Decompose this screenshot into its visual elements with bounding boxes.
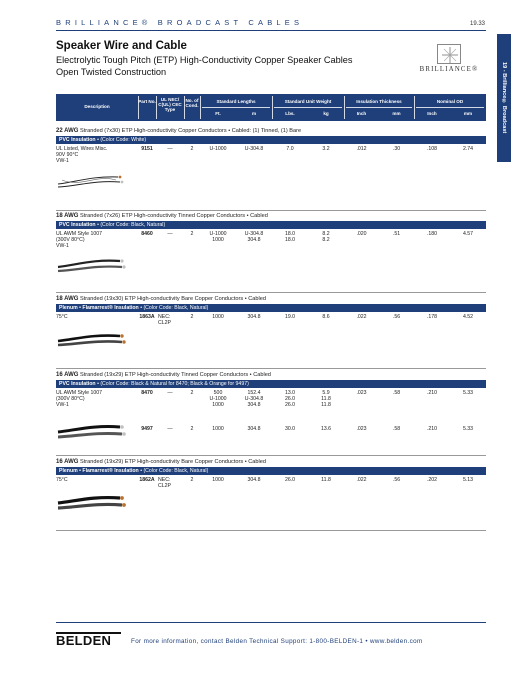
desc-line: VW-1 <box>56 243 69 249</box>
desc-line: VW-1 <box>56 158 69 164</box>
weight-kg: 11.8 <box>321 477 331 483</box>
od-inch: .210 <box>426 390 438 396</box>
desc-line: (300V 80°C) <box>56 237 85 243</box>
section-divider <box>56 368 486 369</box>
weight-kg: 8.2 <box>322 237 330 243</box>
part-number: 9151 <box>141 146 153 152</box>
desc-line: UL AWM Style 1007 <box>56 390 103 396</box>
brilliance-logo-text: BRILLIANCE® <box>419 66 479 73</box>
section-divider <box>56 530 486 531</box>
section-construction <box>56 296 266 302</box>
length-ft: 1000 <box>212 426 224 432</box>
od-inch: .202 <box>426 477 438 483</box>
col-ins-inch: Inch <box>356 111 367 116</box>
col-ins-mm: mm <box>392 111 401 116</box>
weight-kg: 11.8 <box>321 396 331 402</box>
awg-label: 16 AWG <box>56 459 79 465</box>
od-inch: .178 <box>426 314 438 320</box>
page-title: Speaker Wire and Cable <box>56 40 187 52</box>
table-header <box>56 94 486 121</box>
section-description <box>56 390 136 408</box>
awg-label: 22 AWG <box>56 128 79 134</box>
length-m: 304.8 <box>247 237 261 243</box>
part-number: 9497 <box>141 426 153 432</box>
col-std-lengths: Standard Lengths <box>216 99 256 104</box>
length-m: 304.8 <box>247 477 261 483</box>
length-m: U-304.8 <box>244 146 264 152</box>
insulation-mm: .30 <box>392 146 401 152</box>
brand-line: BRILLIANCE® BROADCAST CABLES <box>56 18 304 27</box>
weight-lbs: 18.0 <box>284 237 296 243</box>
insulation-bar <box>56 467 486 475</box>
od-inch: .210 <box>426 426 438 432</box>
col-ft: Ft. <box>215 111 221 116</box>
weight-lbs: 18.0 <box>284 231 296 237</box>
length-ft: U-1000 <box>209 231 227 237</box>
section-description <box>56 146 136 164</box>
product-section <box>56 128 486 208</box>
weight-lbs: 13.0 <box>284 390 296 396</box>
col-nominal-od: Nominal OD <box>436 99 464 104</box>
col-insulation-thickness: Insulation Thickness <box>356 99 402 104</box>
weight-lbs: 30.0 <box>284 426 296 432</box>
ul-type: — <box>167 146 173 152</box>
weight-kg: 13.6 <box>320 426 332 432</box>
desc-line: (300V 80°C) <box>56 396 85 402</box>
insulation-bar <box>56 221 486 229</box>
od-inch: .108 <box>426 146 438 152</box>
od-mm: 5.33 <box>462 390 474 396</box>
color-code: • (Color Code: Black, Natural) <box>140 305 209 311</box>
insulation-inch: .022 <box>356 477 367 483</box>
length-m: U-304.8 <box>244 396 264 402</box>
brilliance-logo-icon <box>437 44 461 64</box>
section-divider <box>56 210 486 211</box>
header-rule <box>56 30 486 31</box>
page-header <box>0 0 511 34</box>
conductor-count: 2 <box>190 314 194 320</box>
weight-kg: 8.6 <box>322 314 330 320</box>
construction-text: Stranded (7x26) ETP High-conductivity Tinned Copper Conductors • Cabled <box>80 213 268 219</box>
col-od-mm: mm <box>463 111 473 116</box>
length-ft: 1000 <box>212 477 224 483</box>
header-subdivider <box>416 107 484 108</box>
length-ft: 1000 <box>212 402 224 408</box>
construction-text: Stranded (19x29) ETP High-conductivity Tinned Copper Conductors • Cabled <box>80 372 271 378</box>
col-kg: kg <box>323 111 329 116</box>
color-code: • (Color Code: Black, Natural) <box>140 468 209 474</box>
ul-type: — <box>167 231 173 237</box>
product-section <box>56 372 486 457</box>
product-section <box>56 296 486 366</box>
conductor-count: 2 <box>190 390 194 396</box>
construction-text: Stranded (19x29) ETP High-conductivity Bare Copper Conductors • Cabled <box>80 459 266 465</box>
length-m: 304.8 <box>247 402 261 408</box>
cable-illustration <box>56 168 136 190</box>
length-ft: U-1000 <box>209 396 227 402</box>
part-number: 1863A <box>139 314 155 320</box>
weight-kg: 5.9 <box>322 390 330 396</box>
header-subdivider <box>274 107 342 108</box>
section-construction <box>56 128 301 134</box>
length-m: U-304.8 <box>244 231 264 237</box>
brilliance-logo <box>418 44 480 78</box>
insulation-bar <box>56 380 486 388</box>
insulation-inch: .020 <box>356 231 367 237</box>
col-od-inch: Inch <box>427 111 437 116</box>
color-code: • (Color Code: Black & Natural for 8470; Black & Orange for 9497) <box>97 381 249 387</box>
insulation-bar <box>56 136 486 144</box>
desc-line: 75°C <box>56 477 68 483</box>
weight-kg: 11.8 <box>321 402 331 408</box>
desc-line: 90V 90°C <box>56 152 79 158</box>
insulation-inch: .023 <box>356 390 367 396</box>
od-mm: 2.74 <box>462 146 474 152</box>
weight-lbs: 19.0 <box>284 314 296 320</box>
conductor-count: 2 <box>190 477 194 483</box>
insulation-inch: .012 <box>356 146 367 152</box>
col-lbs: Lbs. <box>285 111 295 116</box>
insulation-label: Plenum • Flamarrest® Insulation <box>59 468 139 474</box>
page-subtitle-1: Electrolytic Tough Pitch (ETP) High-Conductivity Copper Speaker Cables <box>56 55 353 65</box>
side-tab-label: 19 - Brilliance® Broadcast <box>501 62 507 134</box>
desc-line: UL Listed, Wires Misc. <box>56 146 108 152</box>
col-part-no: Part No. <box>138 99 156 104</box>
weight-lbs: 26.0 <box>284 402 296 408</box>
od-mm: 4.52 <box>462 314 474 320</box>
section-description <box>56 477 136 483</box>
length-ft: 1000 <box>212 314 224 320</box>
section-construction <box>56 459 266 465</box>
conductor-count: 2 <box>190 146 194 152</box>
od-mm: 5.13 <box>462 477 474 483</box>
col-description: Description <box>84 104 110 109</box>
construction-text: Stranded (19x30) ETP High-conductivity Bare Copper Conductors • Cabled <box>80 296 266 302</box>
length-m: 152.4 <box>247 390 261 396</box>
part-number: 8460 <box>141 231 153 237</box>
col-ul-nec: UL NEC/ C(UL) CEC Type <box>158 97 182 113</box>
insulation-mm: .58 <box>392 390 401 396</box>
length-ft: 500 <box>213 390 223 396</box>
insulation-inch: .022 <box>356 314 367 320</box>
ul-type: NEC: CL2P <box>158 314 171 326</box>
part-number: 1862A <box>139 477 155 483</box>
desc-line: UL AWM Style 1007 <box>56 231 103 237</box>
od-inch: .180 <box>426 231 438 237</box>
awg-label: 18 AWG <box>56 213 79 219</box>
cable-illustration <box>56 420 136 442</box>
awg-label: 18 AWG <box>56 296 79 302</box>
ul-type: NEC: CL2P <box>158 477 171 489</box>
section-construction <box>56 372 271 378</box>
insulation-label: PVC Insulation <box>59 137 96 143</box>
od-mm: 5.33 <box>462 426 474 432</box>
awg-label: 16 AWG <box>56 372 79 378</box>
product-section <box>56 213 486 293</box>
weight-kg: 3.2 <box>322 146 330 152</box>
cable-illustration <box>56 491 136 513</box>
desc-line: 75°C <box>56 314 68 320</box>
insulation-mm: .56 <box>392 314 401 320</box>
length-ft: 1000 <box>212 237 224 243</box>
header-subdivider <box>202 107 270 108</box>
insulation-mm: .56 <box>392 477 401 483</box>
col-std-unit-weight: Standard Unit Weight <box>284 99 332 104</box>
header-subdivider <box>346 107 412 108</box>
weight-lbs: 7.0 <box>286 146 294 152</box>
section-divider <box>56 292 486 293</box>
footer-contact: For more information, contact Belden Technical Support: 1-800-BELDEN-1 • www.belden.com <box>131 638 423 645</box>
insulation-mm: .58 <box>392 426 401 432</box>
page-subtitle-2: Open Twisted Construction <box>56 67 167 77</box>
insulation-label: PVC Insulation <box>59 222 96 228</box>
section-description <box>56 231 136 249</box>
page-number: 19.33 <box>470 21 486 27</box>
insulation-label: PVC Insulation <box>59 381 96 387</box>
length-m: 304.8 <box>247 314 261 320</box>
color-code: • (Color Code: Black, Natural) <box>97 222 166 228</box>
conductor-count: 2 <box>190 231 194 237</box>
construction-text: Stranded (7x30) ETP High-conductivity Copper Conductors • Cabled: (1) Tinned, (1) Bare <box>80 128 302 134</box>
ul-type: — <box>167 390 173 396</box>
cable-illustration <box>56 253 136 275</box>
conductor-count: 2 <box>190 426 194 432</box>
col-m: m <box>251 111 257 116</box>
length-ft: U-1000 <box>209 146 227 152</box>
weight-lbs: 26.0 <box>284 477 296 483</box>
belden-logo: BELDEN <box>56 633 112 648</box>
section-description <box>56 314 136 320</box>
insulation-label: Plenum • Flamarrest® Insulation <box>59 305 139 311</box>
col-no-cond: No. of Cond. <box>185 98 199 109</box>
color-code: • (Color Code: White) <box>97 137 147 143</box>
insulation-mm: .51 <box>392 231 401 237</box>
desc-line: VW-1 <box>56 402 69 408</box>
od-mm: 4.57 <box>462 231 474 237</box>
weight-lbs: 26.0 <box>284 396 296 402</box>
weight-kg: 8.2 <box>322 231 330 237</box>
ul-type: — <box>167 426 173 432</box>
footer-rule <box>56 622 486 623</box>
product-section <box>56 459 486 529</box>
section-divider <box>56 455 486 456</box>
cable-illustration <box>56 328 136 350</box>
length-m: 304.8 <box>247 426 261 432</box>
insulation-inch: .023 <box>356 426 367 432</box>
section-construction <box>56 213 268 219</box>
part-number: 8470 <box>141 390 153 396</box>
insulation-bar <box>56 304 486 312</box>
